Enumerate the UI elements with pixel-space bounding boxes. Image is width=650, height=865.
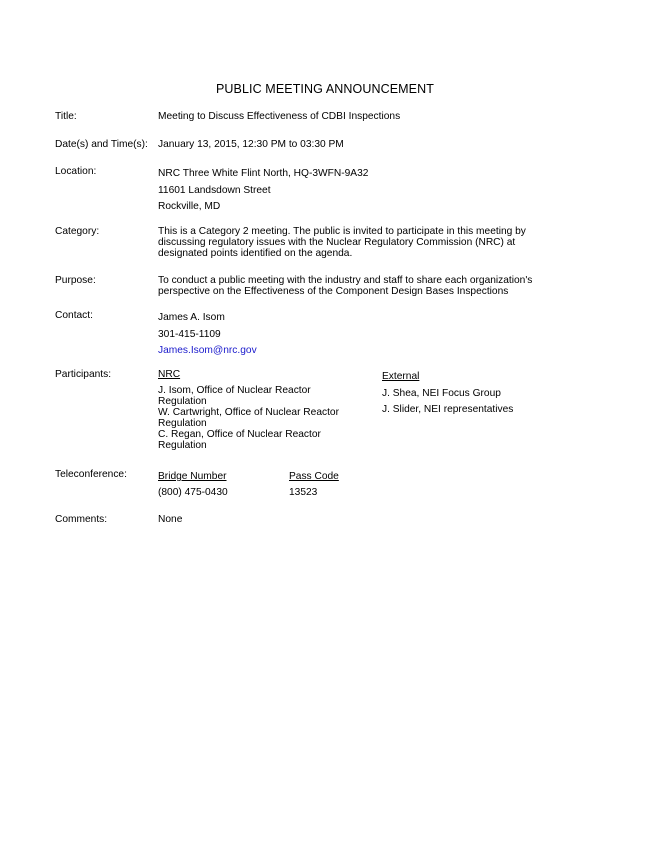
comments-label: Comments: [55,514,108,525]
external-participants [382,369,513,419]
location-label: Location: [55,166,97,177]
datetime-label: Date(s) and Time(s): [55,139,148,150]
category-line: discussing regulatory issues with the Nuclear Regulatory Commission (NRC) at [158,237,516,248]
location-line: Rockville, MD [158,201,221,212]
comments-value: None [158,514,183,525]
participants-label: Participants: [55,369,112,380]
external-heading: External [382,371,420,382]
external-participant-line: J. Slider, NEI representatives [382,404,514,415]
contact-label: Contact: [55,310,93,321]
contact-name: James A. Isom [158,312,225,323]
external-participant-line: J. Shea, NEI Focus Group [382,387,501,399]
pass-code-heading: Pass Code [289,471,339,482]
contact-phone: 301-415-1109 [158,328,221,340]
datetime-value: January 13, 2015, 12:30 PM to 03:30 PM [158,139,344,150]
category-label: Category: [55,226,100,237]
pass-code-block [289,469,339,501]
bridge-number-value: (800) 475-0430 [158,487,228,498]
bridge-number-block [158,469,228,501]
pass-code-value: 13523 [289,487,318,498]
nrc-participant-line: C. Regan, Office of Nuclear Reactor [158,429,321,440]
title-label: Title: [55,111,77,122]
page-heading: PUBLIC MEETING ANNOUNCEMENT [215,82,434,96]
nrc-participant-line: J. Isom, Office of Nuclear Reactor [158,385,311,396]
title-value: Meeting to Discuss Effectiveness of CDBI Inspections [158,111,401,122]
nrc-participant-line: W. Cartwright, Office of Nuclear Reactor [158,407,339,418]
category-line: designated points identified on the agenda. [158,248,353,259]
contact-email-link[interactable]: James.Isom@nrc.gov [158,345,257,356]
category-line: This is a Category 2 meeting. The public is invited to participate in this meeting by [158,226,526,237]
contact-value [158,310,257,360]
purpose-line: To conduct a public meeting with the industry and staff to share each organization's [158,275,533,286]
bridge-number-heading: Bridge Number [158,471,227,482]
nrc-participants [158,369,339,451]
purpose-label: Purpose: [55,275,96,286]
nrc-participant-line: Regulation [158,396,207,407]
nrc-heading: NRC [158,369,181,380]
teleconference-label: Teleconference: [55,469,127,480]
nrc-participant-line: Regulation [158,418,207,429]
purpose-line: perspective on the Effectiveness of the Component Design Bases Inspections [158,286,509,297]
purpose-value [158,275,532,297]
category-value [158,226,526,259]
location-value [158,166,368,216]
location-line: NRC Three White Flint North, HQ-3WFN-9A32 [158,168,369,179]
location-line: 11601 Landsdown Street [158,184,271,196]
nrc-participant-line: Regulation [158,440,207,451]
